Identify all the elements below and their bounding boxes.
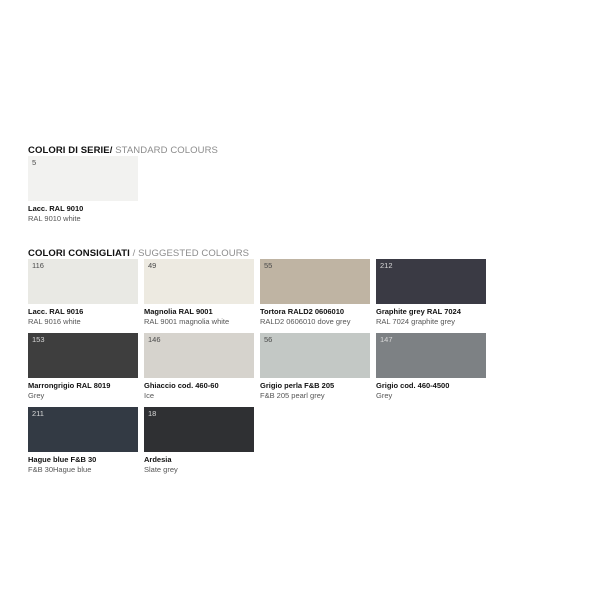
swatch-item[interactable] — [376, 333, 486, 401]
colour-chip[interactable] — [28, 259, 138, 304]
colour-chip[interactable] — [376, 259, 486, 304]
colour-subname: Grey — [376, 391, 393, 400]
colour-code: 55 — [264, 261, 273, 270]
colour-chip[interactable] — [28, 333, 138, 378]
colour-name: Ardesia — [144, 455, 172, 464]
swatch-caption — [376, 381, 486, 401]
suggested-colours-heading-it: COLORI CONSIGLIATI — [28, 248, 130, 259]
colour-subname: Slate grey — [144, 465, 178, 474]
swatch-caption — [144, 307, 254, 327]
swatch-caption — [260, 307, 370, 327]
colour-code: 56 — [264, 335, 273, 344]
colour-code: 5 — [32, 158, 37, 167]
suggested-colours-heading-en: / SUGGESTED COLOURS — [129, 248, 250, 259]
suggested-colours-heading — [28, 248, 600, 259]
standard-colours-heading — [28, 145, 218, 156]
swatch-item[interactable] — [144, 259, 254, 327]
colour-subname: F&B 205 pearl grey — [260, 391, 325, 400]
swatch-item[interactable] — [28, 333, 138, 401]
swatch-caption — [144, 381, 254, 401]
colour-name: Tortora RALD2 0606010 — [260, 307, 345, 316]
colour-code: 18 — [148, 409, 157, 418]
swatch-item[interactable] — [28, 156, 138, 224]
colour-code: 212 — [380, 261, 393, 270]
colour-code: 116 — [32, 261, 44, 270]
colour-name: Marrongrigio RAL 8019 — [28, 381, 111, 390]
colour-code: 147 — [380, 335, 393, 344]
colour-subname: RAL 9016 white — [28, 317, 81, 326]
swatch-item[interactable] — [144, 333, 254, 401]
colour-subname: RAL 7024 graphite grey — [376, 317, 455, 326]
colour-code: 146 — [148, 335, 161, 344]
colour-name: Ghiaccio cod. 460-60 — [144, 381, 219, 390]
colour-name: Graphite grey RAL 7024 — [376, 307, 461, 316]
standard-colours-grid — [28, 156, 218, 230]
swatch-item[interactable] — [376, 259, 486, 327]
standard-colours-section — [28, 145, 218, 230]
colour-chip[interactable] — [260, 259, 370, 304]
swatch-item[interactable] — [28, 259, 138, 327]
suggested-colours-grid — [28, 259, 600, 481]
swatch-caption — [28, 307, 138, 327]
swatch-caption — [28, 204, 138, 224]
swatch-item[interactable] — [260, 333, 370, 401]
colour-chip[interactable] — [260, 333, 370, 378]
standard-colours-heading-en: STANDARD COLOURS — [112, 145, 218, 156]
colour-code: 211 — [32, 409, 44, 418]
colour-chip[interactable] — [144, 333, 254, 378]
colour-subname: Ice — [144, 391, 155, 400]
colour-name: Hague blue F&B 30 — [28, 455, 97, 464]
colour-subname: F&B 30Hague blue — [28, 465, 92, 474]
colour-code: 153 — [32, 335, 45, 344]
swatch-item[interactable] — [144, 407, 254, 475]
swatch-item[interactable] — [28, 407, 138, 475]
colour-subname: Grey — [28, 391, 45, 400]
standard-colours-heading-it: COLORI DI SERIE/ — [28, 145, 113, 156]
colour-chip[interactable] — [28, 407, 138, 452]
swatch-item[interactable] — [260, 259, 370, 327]
colour-name: Lacc. RAL 9010 — [28, 204, 84, 213]
colour-chip[interactable] — [144, 259, 254, 304]
swatch-caption — [144, 455, 254, 475]
colour-subname: RAL 9001 magnolia white — [144, 317, 230, 326]
swatch-caption — [376, 307, 486, 327]
swatch-caption — [260, 381, 370, 401]
colour-chip[interactable] — [144, 407, 254, 452]
swatch-caption — [28, 455, 138, 475]
colour-name: Magnolia RAL 9001 — [144, 307, 213, 316]
colour-subname: RALD2 0606010 dove grey — [260, 317, 351, 326]
colour-chip[interactable] — [28, 156, 138, 201]
swatch-caption — [28, 381, 138, 401]
colour-name: Lacc. RAL 9016 — [28, 307, 84, 316]
colour-chip[interactable] — [376, 333, 486, 378]
colour-name: Grigio cod. 460-4500 — [376, 381, 450, 390]
colour-subname: RAL 9010 white — [28, 214, 81, 223]
suggested-colours-section — [28, 248, 600, 481]
colour-code: 49 — [148, 261, 157, 270]
colour-name: Grigio perla F&B 205 — [260, 381, 335, 390]
